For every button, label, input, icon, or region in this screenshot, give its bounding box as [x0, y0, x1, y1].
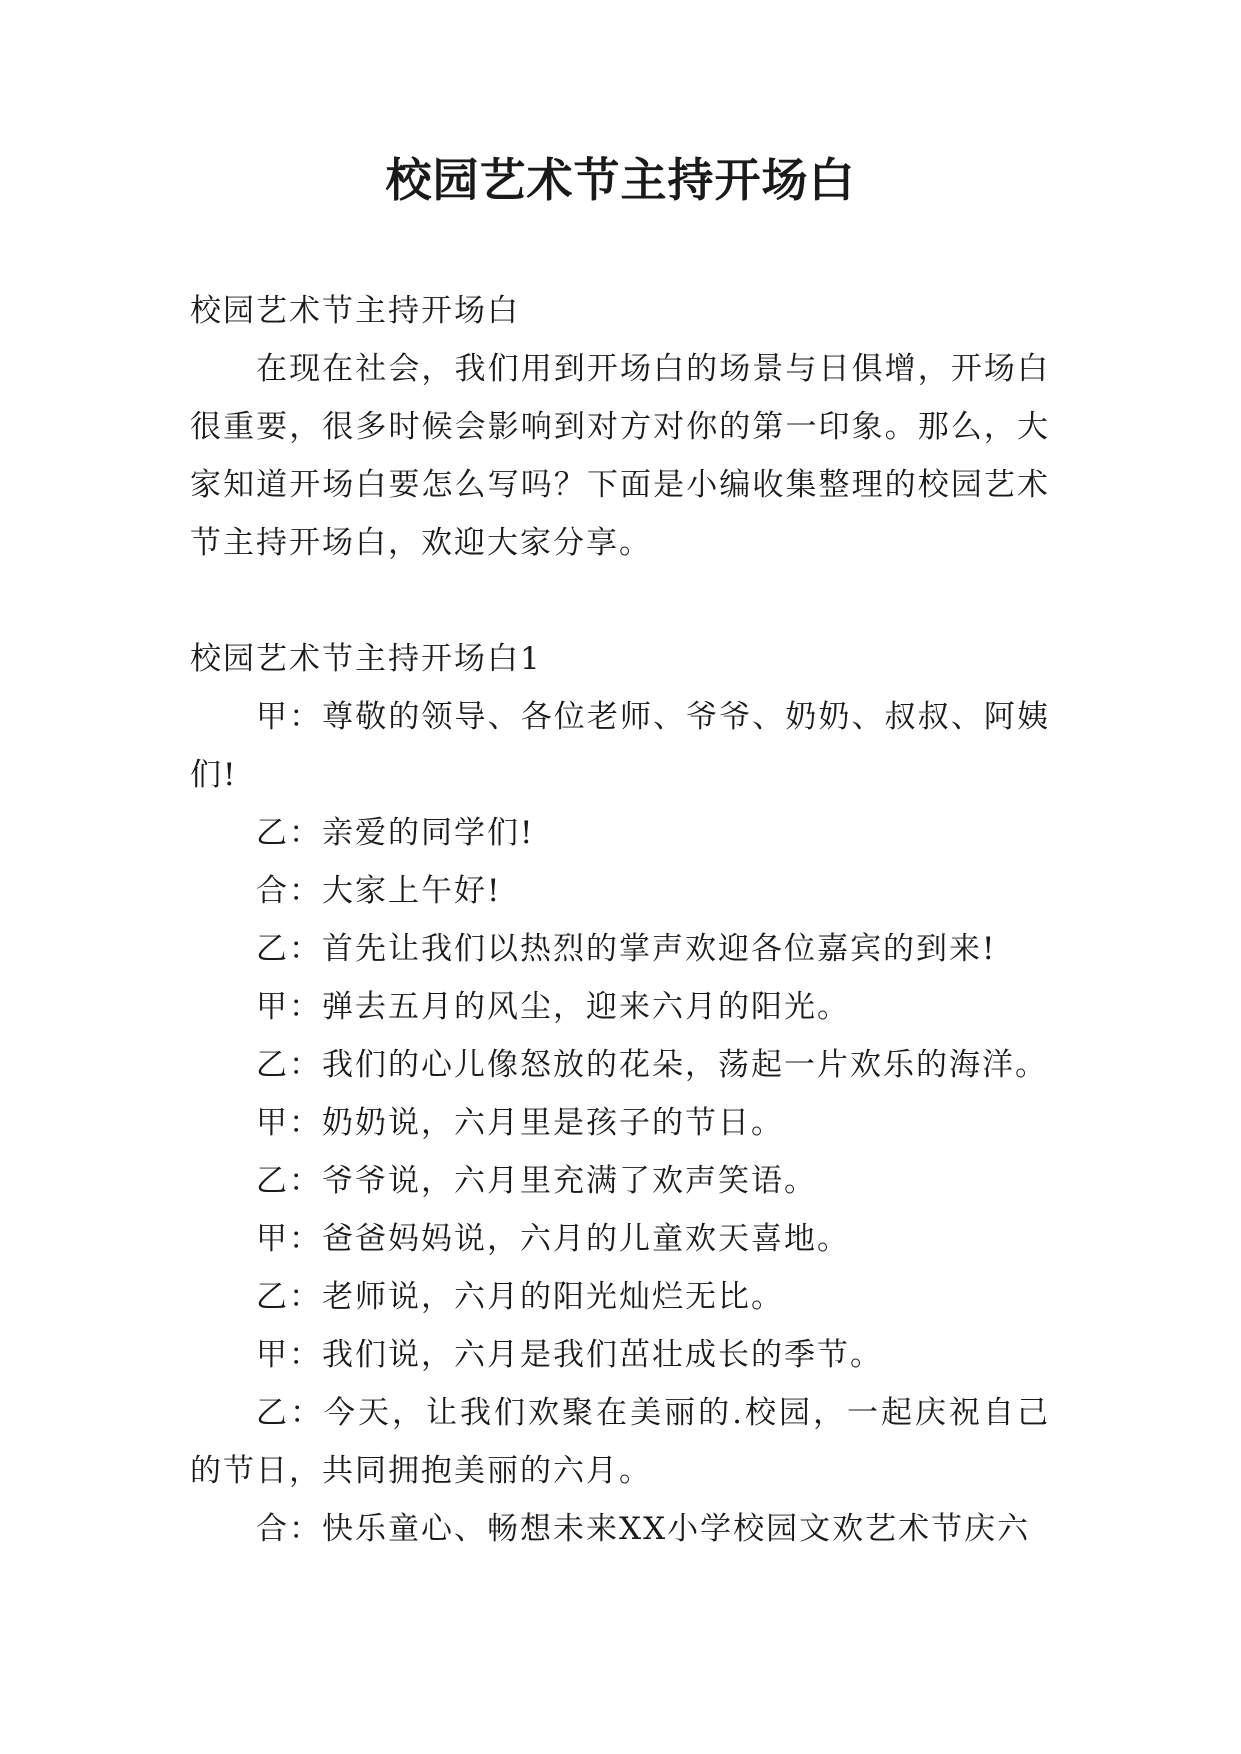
script-line: 乙：首先让我们以热烈的掌声欢迎各位嘉宾的到来!	[256, 931, 997, 967]
script-line: 乙：老师说，六月的阳光灿烂无比。	[256, 1279, 784, 1315]
script-line: 甲：弹去五月的风尘，迎来六月的阳光。	[256, 989, 850, 1025]
script-line: 合：大家上午好!	[256, 873, 502, 909]
script-line: 甲：我们说，六月是我们茁壮成长的季节。	[256, 1337, 883, 1373]
script-line: 甲：爸爸妈妈说，六月的儿童欢天喜地。	[256, 1221, 850, 1257]
script-line: 甲：奶奶说，六月里是孩子的节日。	[256, 1105, 784, 1141]
script-line: 乙：爷爷说，六月里充满了欢声笑语。	[256, 1163, 817, 1199]
document-title: 校园艺术节主持开场白	[385, 153, 856, 207]
script-line: 甲：尊敬的领导、各位老师、爷爷、奶奶、叔叔、阿姨们!	[190, 699, 1050, 793]
script-line: 合：快乐童心、畅想未来XX小学校园文欢艺术节庆六	[256, 1511, 1031, 1547]
document-body	[190, 282, 1050, 1558]
section-heading: 校园艺术节主持开场白1	[190, 641, 542, 677]
intro-paragraph: 在现在社会，我们用到开场白的场景与日俱增，开场白很重要，很多时候会影响到对方对你的第一印象。那么，大家知道开场白要怎么写吗？下面是小编收集整理的校园艺术节主持开场白，欢迎大家分享。	[190, 351, 1050, 561]
paragraph-spacer	[190, 572, 1050, 630]
script-line: 乙：亲爱的同学们!	[256, 815, 535, 851]
script-line: 乙：我们的心儿像怒放的花朵，荡起一片欢乐的海洋。	[256, 1047, 1048, 1083]
intro-heading: 校园艺术节主持开场白	[190, 293, 520, 329]
script-line: 乙：今天，让我们欢聚在美丽的.校园，一起庆祝自己的节日，共同拥抱美丽的六月。	[190, 1395, 1050, 1489]
